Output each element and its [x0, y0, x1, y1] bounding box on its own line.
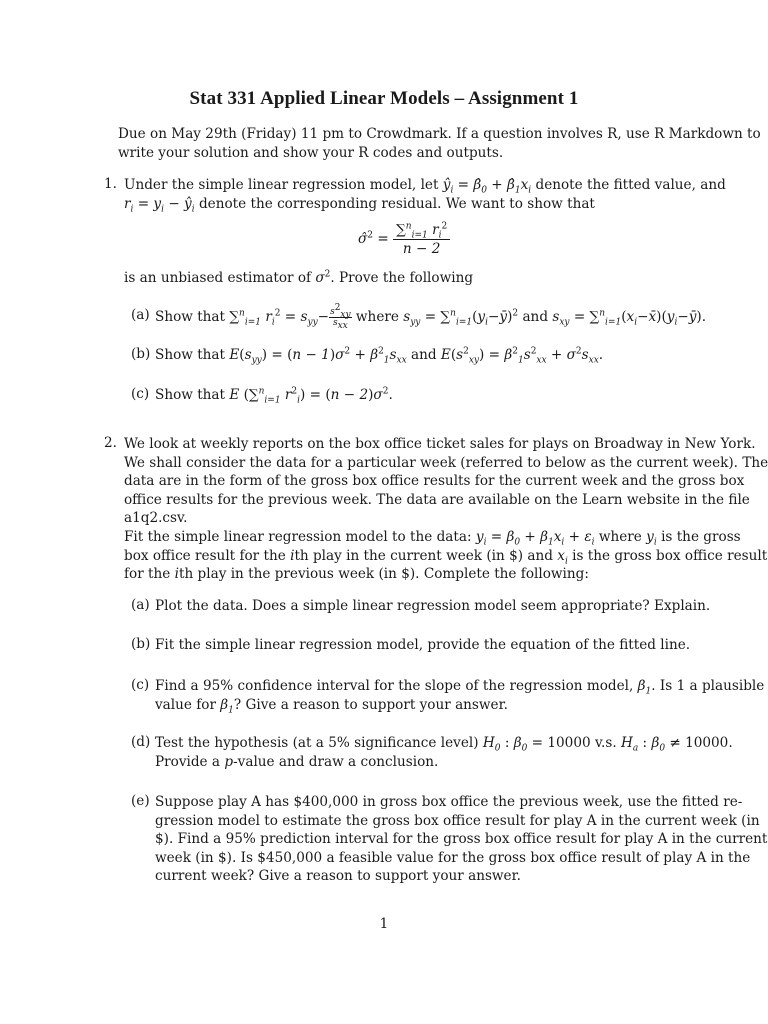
q2-part-d-label: (d) — [131, 734, 151, 750]
q2-part-c-label: (c) — [131, 677, 150, 693]
question-1-number: 1. — [104, 176, 117, 192]
q2-part-b: Fit the simple linear regression model, provide the equation of the fitted line. — [155, 637, 691, 653]
q1-part-b: Show that $E(s_{yy}) = (n - 1)\sigma^2 + \beta^2_1s_{xx}$ and $E(s^2_{xy}) = \beta^2_1s^2_{xx} + \sigma^2s_{xx}$. — [155, 346, 604, 366]
q2-part-e: Suppose play A has $400,000 in gross box office the previous week, use the fitted re- gression model to estimate the gross box office result for play A in the current week (in $). Find a 95% prediction interval for the gross box office result for play A in the current week (in $). Is $450,000 a feasible value for the gross box office result of play A in the current week? Give a reason to support your answer. — [155, 794, 768, 885]
sigma-hat-formula: σ̂$^2$ = $\frac{\sum^n_{i=1} r_i^2}{n - 2}$ — [358, 222, 450, 257]
q1-part-a: Show that ∑$^n_{i=1}$ $r_i^2 = s_{yy}-$ $\frac{s^2_{xy}}{s_{xx}}$ where $s_{yy}$ = $\sum^n_{i=1}(y_i-ȳ)^2$ and $s_{xy}$ = $\sum^n_{i=1}(x_i-x̄)(y_i-ȳ)$. — [155, 303, 707, 331]
q1-part-c: Show that E (∑$^n_{i=1}$ $r^2_i) = (n - 2)\sigma^2$. — [155, 386, 393, 406]
q1-part-b-label: (b) — [131, 346, 151, 362]
question-2-paragraph-2: Fit the simple linear regression model to the data: $y_i = \beta_0 + \beta_1x_i + \varepsilon_i$ where $y_i$ is the gross box office result for the ith play in the current week (in $) and $x_i$ is the gross box office result for the ith play in the previous week (in $). Complete the following: — [124, 529, 768, 583]
q2-part-c: Find a 95% confidence interval for the slope of the regression model, $\beta_1$. Is 1 a plausible value for $\beta_1$? Give a reason to support your answer. — [155, 678, 765, 716]
fitted-value-formula: $ŷ_i$ = $\betâ_0$ + $\betâ_1x_i$ — [442, 177, 532, 196]
intro-paragraph: Due on May 29th (Friday) 11 pm to Crowdmark. If a question involves R, use R Markdown to write your solution and show your R codes and outputs. — [118, 126, 761, 161]
question-1-claim: is an unbiased estimator of $\sigma^2$. Prove the following — [124, 269, 474, 286]
page-number: 1 — [379, 916, 389, 932]
q1-part-c-label: (c) — [131, 386, 150, 402]
question-2-number: 2. — [104, 435, 117, 451]
q2-part-d: Test the hypothesis (at a 5% significance level) $H_0$ : $\beta_0 = 10000$ v.s. $H_a$ : $\beta_0 \ne 10000$. Provide a p-value and draw a conclusion. — [155, 735, 733, 770]
q2-part-b-label: (b) — [131, 636, 151, 652]
q2-part-a-label: (a) — [131, 597, 150, 613]
q2-part-a: Plot the data. Does a simple linear regression model seem appropriate? Explain. — [155, 598, 711, 614]
question-2-paragraph-1: We look at weekly reports on the box office ticket sales for plays on Broadway in New York. We shall consider the data for a particular week (referred to below as the current week). The data are in the form of the gross box office results for the current week and the gross box office results for the previous week. The data are available on the Learn website in the file a1q2.csv. — [124, 436, 768, 527]
page-title: Stat 331 Applied Linear Models – Assignment 1 — [189, 88, 579, 109]
q1-part-a-label: (a) — [131, 307, 150, 323]
residual-formula: $r_i = y_i$ − $ŷ_i$ — [124, 195, 195, 215]
q2-part-e-label: (e) — [131, 793, 150, 809]
question-1-intro: Under the simple linear regression model, let $ŷ_i$ = $\betâ_0$ + $\betâ_1x_i$ denote the fitted value, and $r_i = y_i$ − $ŷ_i$ denote the corresponding residual. We want to show that — [124, 177, 726, 215]
